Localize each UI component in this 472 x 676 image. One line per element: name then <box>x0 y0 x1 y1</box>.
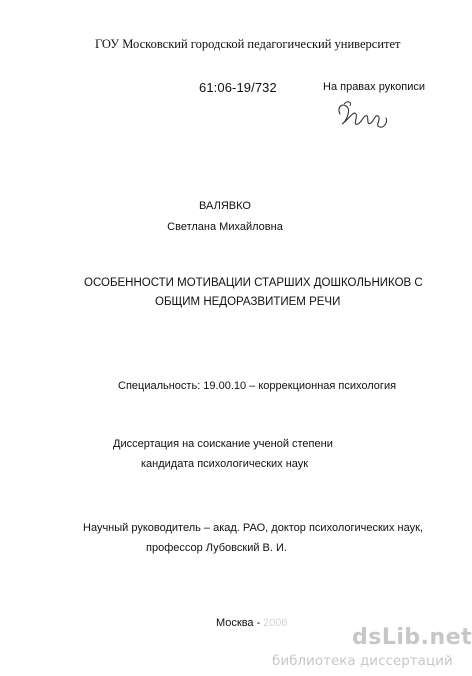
handwritten-signature <box>334 96 394 134</box>
thesis-title-line-1: ОСОБЕННОСТИ МОТИВАЦИИ СТАРШИХ ДОШКОЛЬНИКОВ С <box>84 277 423 289</box>
specialty-line: Специальность: 19.00.10 – коррекционная психология <box>118 380 397 392</box>
dissertation-line-2: кандидата психологических наук <box>141 458 309 470</box>
watermark <box>272 625 472 673</box>
supervisor-line-2: профессор Лубовский В. И. <box>146 542 287 554</box>
thesis-title-line-2: ОБЩИМ НЕДОРАЗВИТИЕМ РЕЧИ <box>155 296 341 308</box>
supervisor-line-1: Научный руководитель – акад. РАО, доктор психологических наук, <box>83 522 423 534</box>
university-name: ГОУ Московский городской педагогический университет <box>95 37 401 51</box>
author-surname: ВАЛЯВКО <box>199 200 251 212</box>
author-fullname: Светлана Михайловна <box>167 221 283 233</box>
document-code: 61:06-19/732 <box>199 80 277 95</box>
watermark-logo: dsLib.net <box>352 625 472 650</box>
city-year: Москва - <box>216 617 261 629</box>
dissertation-line-1: Диссертация на соискание ученой степени <box>113 438 333 450</box>
year-faded: 2006 <box>263 617 288 629</box>
manuscript-rights-label: На правах рукописи <box>323 81 425 93</box>
watermark-caption: библиотека диссертаций <box>272 653 453 669</box>
